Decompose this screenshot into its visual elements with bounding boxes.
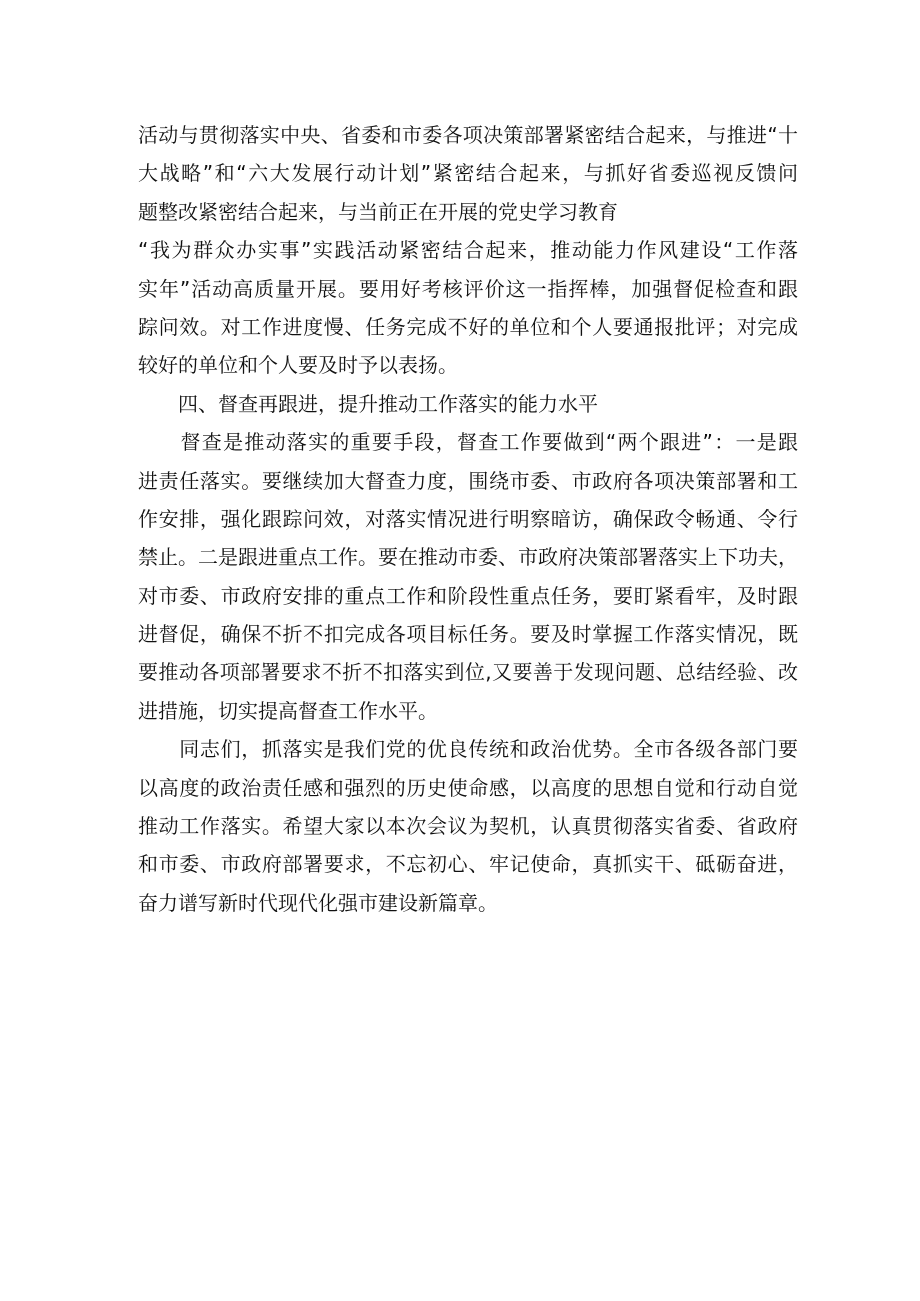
document-body <box>138 116 798 922</box>
section-heading: 四、督查再跟进，提升推动工作落实的能力水平 <box>138 391 598 416</box>
text-line: 对市委、市政府安排的重点工作和阶段性重点任务，要盯紧看牢，及时跟 <box>138 583 798 608</box>
text-line: 督查是推动落实的重要手段，督查工作要做到“两个跟进”：一是跟 <box>138 430 798 455</box>
text-line: 要推动各项部署要求不折不扣落实到位,又要善于发现问题、总结经验、改 <box>138 660 798 685</box>
text-line: 进措施，切实提高督查工作水平。 <box>138 698 438 723</box>
text-line: 进督促，确保不折不扣完成各项目标任务。要及时掌握工作落实情况，既 <box>138 622 798 647</box>
text-line: 大战略”和“六大发展行动计划”紧密结合起来，与抓好省委巡视反馈问 <box>138 161 798 186</box>
text-line: “我为群众办实事”实践活动紧密结合起来，推动能力作风建设“工作落 <box>138 238 798 263</box>
text-line: 活动与贯彻落实中央、省委和市委各项决策部署紧密结合起来，与推进“十 <box>138 123 798 147</box>
text-line: 较好的单位和个人要及时予以表扬。 <box>138 353 458 378</box>
text-line: 作安排，强化跟踪问效，对落实情况进行明察暗访，确保政令畅通、令行 <box>138 506 798 531</box>
text-line: 推动工作落实。希望大家以本次会议为契机，认真贯彻落实省委、省政府 <box>138 814 798 839</box>
text-line: 实年”活动高质量开展。要用好考核评价这一指挥棒，加强督促检查和跟 <box>138 276 798 301</box>
text-line: 禁止。二是跟进重点工作。要在推动市委、市政府决策部署落实上下功夫， <box>138 545 798 570</box>
text-line: 同志们，抓落实是我们党的优良传统和政治优势。全市各级各部门要 <box>138 737 798 762</box>
text-line: 奋力谱写新时代现代化强市建设新篇章。 <box>138 890 498 915</box>
text-line: 以高度的政治责任感和强烈的历史使命感，以高度的思想自觉和行动自觉 <box>138 775 798 800</box>
text-line: 踪问效。对工作进度慢、任务完成不好的单位和个人要通报批评；对完成 <box>138 314 798 339</box>
text-line: 题整改紧密结合起来，与当前正在开展的党史学习教育 <box>138 199 618 224</box>
text-line: 和市委、市政府部署要求，不忘初心、牢记使命，真抓实干、砥砺奋进， <box>138 852 798 877</box>
text-line: 进责任落实。要继续加大督查力度，围绕市委、市政府各项决策部署和工 <box>138 468 798 493</box>
